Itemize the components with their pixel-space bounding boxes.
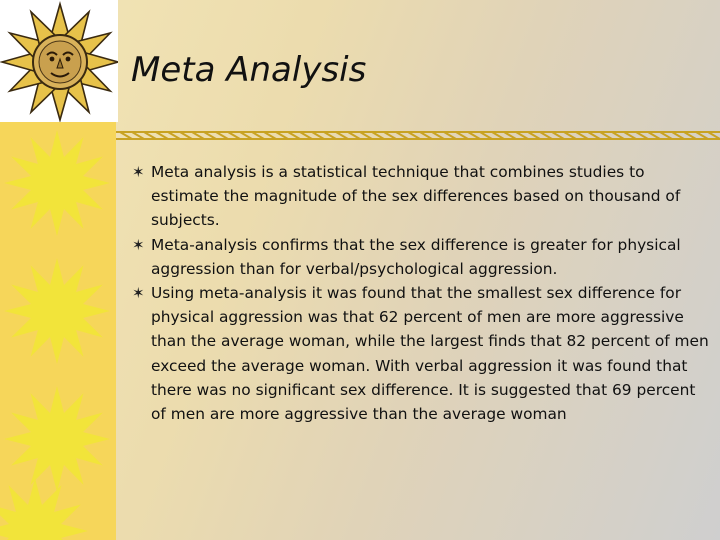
- slide-title: Meta Analysis: [131, 50, 367, 90]
- sun-icon: [2, 256, 112, 366]
- bullet-star-icon: ✶: [132, 235, 145, 254]
- sun-icon: [2, 128, 112, 238]
- bullet-star-icon: ✶: [132, 163, 145, 181]
- sun-icon: [0, 476, 90, 540]
- bullet-text: Using meta-analysis it was found that the smallest sex difference for physical aggression was that 62 percent of men are more aggressive than the average woman, while the largest finds that 82 percent of men exceed the average woman. With verbal aggression it was found that there was no significant sex difference. It is suggested that 69 percent of men are more aggressive than the average woman: [151, 284, 709, 424]
- bullet-list: [132, 160, 712, 426]
- title-divider: [116, 129, 720, 143]
- bullet-text: Meta-analysis confirms that the sex difference is greater for physical aggression than for verbal/psychological aggression.: [151, 235, 681, 278]
- list-item: [132, 233, 712, 281]
- list-item: [132, 281, 712, 426]
- list-item: [132, 160, 712, 233]
- bullet-text: Meta analysis is a statistical technique that combines studies to estimate the magnitude of the sex differences based on thousand of subjects.: [151, 163, 681, 230]
- bullet-star-icon: ✶: [132, 284, 145, 303]
- sun-face-icon: [0, 0, 118, 122]
